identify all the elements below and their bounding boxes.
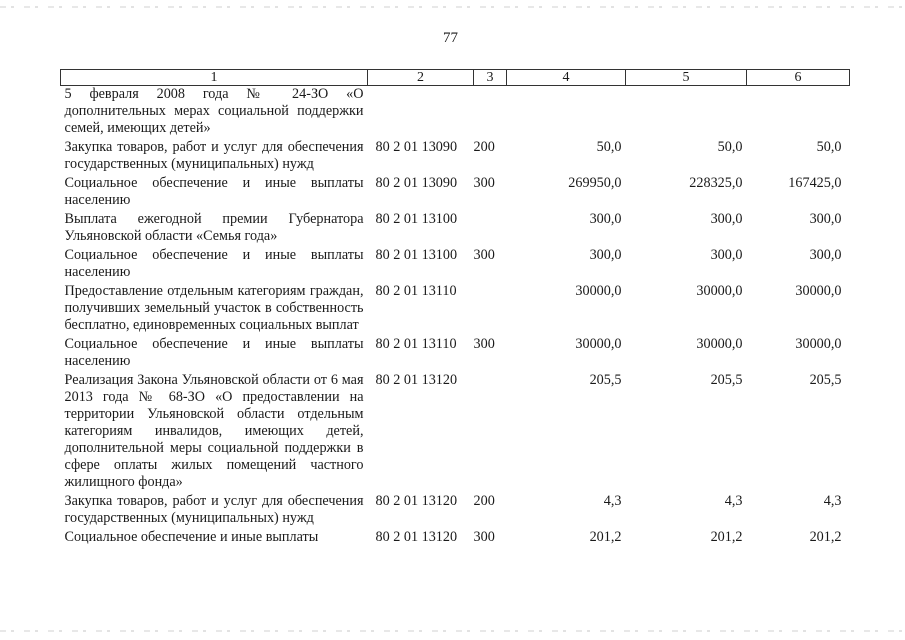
row-value-2: 4,3: [724, 493, 743, 509]
column-header-6: 6: [747, 70, 850, 86]
column-header-4: 4: [507, 70, 626, 86]
row-value-2: 300,0: [710, 211, 743, 227]
table-row: [61, 86, 850, 140]
row-expense-type: [474, 372, 507, 493]
row-value-2: 205,5: [710, 372, 743, 388]
row-value-2: 201,2: [710, 529, 743, 545]
row-value-1: 30000,0: [575, 283, 622, 299]
table-row: [61, 336, 850, 372]
row-value-3: 201,2: [809, 529, 842, 545]
row-value-3: 205,5: [809, 372, 842, 388]
row-value-1: 30000,0: [575, 336, 622, 352]
row-value-1: [507, 86, 626, 140]
row-code: 80 2 01 13120: [375, 529, 458, 545]
row-code: 80 2 01 13100: [375, 211, 458, 227]
row-expense-type: 200: [473, 139, 495, 155]
row-value-3: 300,0: [809, 247, 842, 263]
row-name: Закупка товаров, работ и услуг для обеспечения государственных (муниципальных) нужд: [64, 139, 364, 172]
row-code: 80 2 01 13110: [375, 336, 457, 352]
table-row: [61, 529, 850, 548]
row-name: Социальное обеспечение и иные выплаты: [64, 529, 319, 545]
row-value-2: 30000,0: [696, 336, 743, 352]
row-value-3: 50,0: [816, 139, 842, 155]
row-value-3: 167425,0: [788, 175, 842, 191]
row-code: 80 2 01 13090: [375, 139, 458, 155]
table-header: [61, 70, 850, 86]
table-body: [61, 86, 850, 549]
row-value-2: [626, 86, 747, 140]
row-expense-type: 300: [473, 336, 495, 352]
table-row: [61, 211, 850, 247]
table-row: [61, 372, 850, 493]
row-code: 80 2 01 13110: [375, 283, 457, 299]
row-name: Реализация Закона Ульяновской области от 6 мая 2013 года № 68-ЗО «О предоставлении на территории Ульяновской области отдельным категориям инвалидов, имеющих детей, дополнительной меры социальной поддержки в сфере оплаты жилых помещений частного жилищного фонда»: [64, 372, 364, 490]
row-value-1: 269950,0: [568, 175, 622, 191]
row-name: Социальное обеспечение и иные выплаты населению: [64, 247, 364, 280]
table-row: [61, 175, 850, 211]
row-value-1: 201,2: [589, 529, 622, 545]
table-row: [61, 139, 850, 175]
row-expense-type: [474, 211, 507, 247]
row-value-1: 4,3: [603, 493, 622, 509]
row-value-1: 300,0: [589, 247, 622, 263]
budget-table: [60, 69, 850, 548]
row-name: Выплата ежегодной премии Губернатора Ульяновской области «Семья года»: [64, 211, 364, 244]
row-code: 80 2 01 13090: [375, 175, 458, 191]
row-expense-type: 300: [473, 247, 495, 263]
column-header-2: 2: [368, 70, 474, 86]
page-number: 77: [443, 30, 458, 46]
row-value-3: [747, 86, 850, 140]
scan-artifact-bottom: [0, 630, 905, 632]
row-value-3: 4,3: [823, 493, 842, 509]
row-value-3: 30000,0: [795, 283, 842, 299]
row-name: Закупка товаров, работ и услуг для обеспечения государственных (муниципальных) нужд: [64, 493, 364, 526]
row-name: Социальное обеспечение и иные выплаты населению: [64, 175, 364, 208]
row-expense-type: [474, 283, 507, 336]
row-expense-type: [474, 86, 507, 140]
table-row: [61, 283, 850, 336]
row-value-1: 300,0: [589, 211, 622, 227]
row-value-2: 228325,0: [689, 175, 743, 191]
row-code: 80 2 01 13100: [375, 247, 458, 263]
row-code: 80 2 01 13120: [375, 372, 458, 388]
column-header-3: 3: [474, 70, 507, 86]
row-value-1: 50,0: [596, 139, 622, 155]
table-row: [61, 247, 850, 283]
row-code: 80 2 01 13120: [375, 493, 458, 509]
row-name: Предоставление отдельным категориям граждан, получивших земельный участок в собственность бесплатно, единовременных социальных выплат: [64, 283, 364, 333]
row-name: 5 февраля 2008 года № 24-ЗО «О дополнительных мерах социальной поддержки семей, имеющих детей»: [64, 86, 364, 136]
row-value-3: 30000,0: [795, 336, 842, 352]
row-value-2: 50,0: [717, 139, 743, 155]
row-code: [368, 86, 474, 140]
row-name: Социальное обеспечение и иные выплаты населению: [64, 336, 364, 369]
column-header-1: 1: [61, 70, 368, 86]
row-expense-type: 300: [473, 529, 495, 545]
row-expense-type: 200: [473, 493, 495, 509]
row-value-2: 300,0: [710, 247, 743, 263]
column-header-5: 5: [626, 70, 747, 86]
row-value-2: 30000,0: [696, 283, 743, 299]
row-value-3: 300,0: [809, 211, 842, 227]
scan-artifact-top: [0, 6, 905, 8]
row-expense-type: 300: [473, 175, 495, 191]
row-value-1: 205,5: [589, 372, 622, 388]
table-row: [61, 493, 850, 529]
